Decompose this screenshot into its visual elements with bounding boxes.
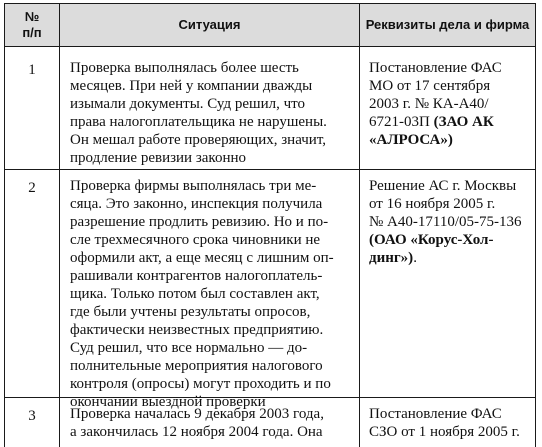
situation-cell: Проверка фирмы выполнялась три ме- сяца. Это законно, инспекция получила разрешение продлить ревизию. Но и по- сле трехмесячного срока чиновники не оформили акт, а еще месяц с лишним оп- рашивали контрагентов налогоплатель- щика. Только потом был составлен акт, где были учтены результаты опросов, фактически неизвестных предприятию. Суд решил, что все нормально — до- полнительные мероприятия налогового контроля (опросы) могут проходить и по окончании выездной проверки <box>70 178 334 410</box>
details-cell: Постановление ФАС МО от 17 сентября 2003 г. № КА-А40/ 6721-03П (ЗАО АК «АЛРОСА») <box>369 60 502 148</box>
header-number: № п/п <box>22 9 42 40</box>
row-number: 2 <box>28 180 36 196</box>
header-details: Реквизиты дела и фирма <box>365 17 530 32</box>
situation-cell: Проверка началась 9 декабря 2003 года, а закончилась 12 ноября 2004 года. Она <box>70 406 324 440</box>
row-number: 3 <box>28 408 36 424</box>
document-table <box>4 3 536 447</box>
details-cell: Решение АС г. Москвы от 16 ноября 2005 г. № А40-17110/05-75-136 (ОАО «Корус-Хол- динг»). <box>369 178 522 266</box>
column-divider <box>59 4 60 447</box>
row-number: 1 <box>28 62 36 78</box>
situation-cell: Проверка выполнялась более шесть месяцев. При ней у компании дважды изымали документы. Суд решил, что права налогоплательщика не нарушены. Он мешал работе проверяющих, значит, продление ревизии законно <box>70 60 327 166</box>
row-divider <box>5 169 535 170</box>
details-cell: Постановление ФАС СЗО от 1 ноября 2005 г. <box>369 406 520 440</box>
header-situation: Ситуация <box>178 17 241 32</box>
column-divider <box>359 4 360 447</box>
